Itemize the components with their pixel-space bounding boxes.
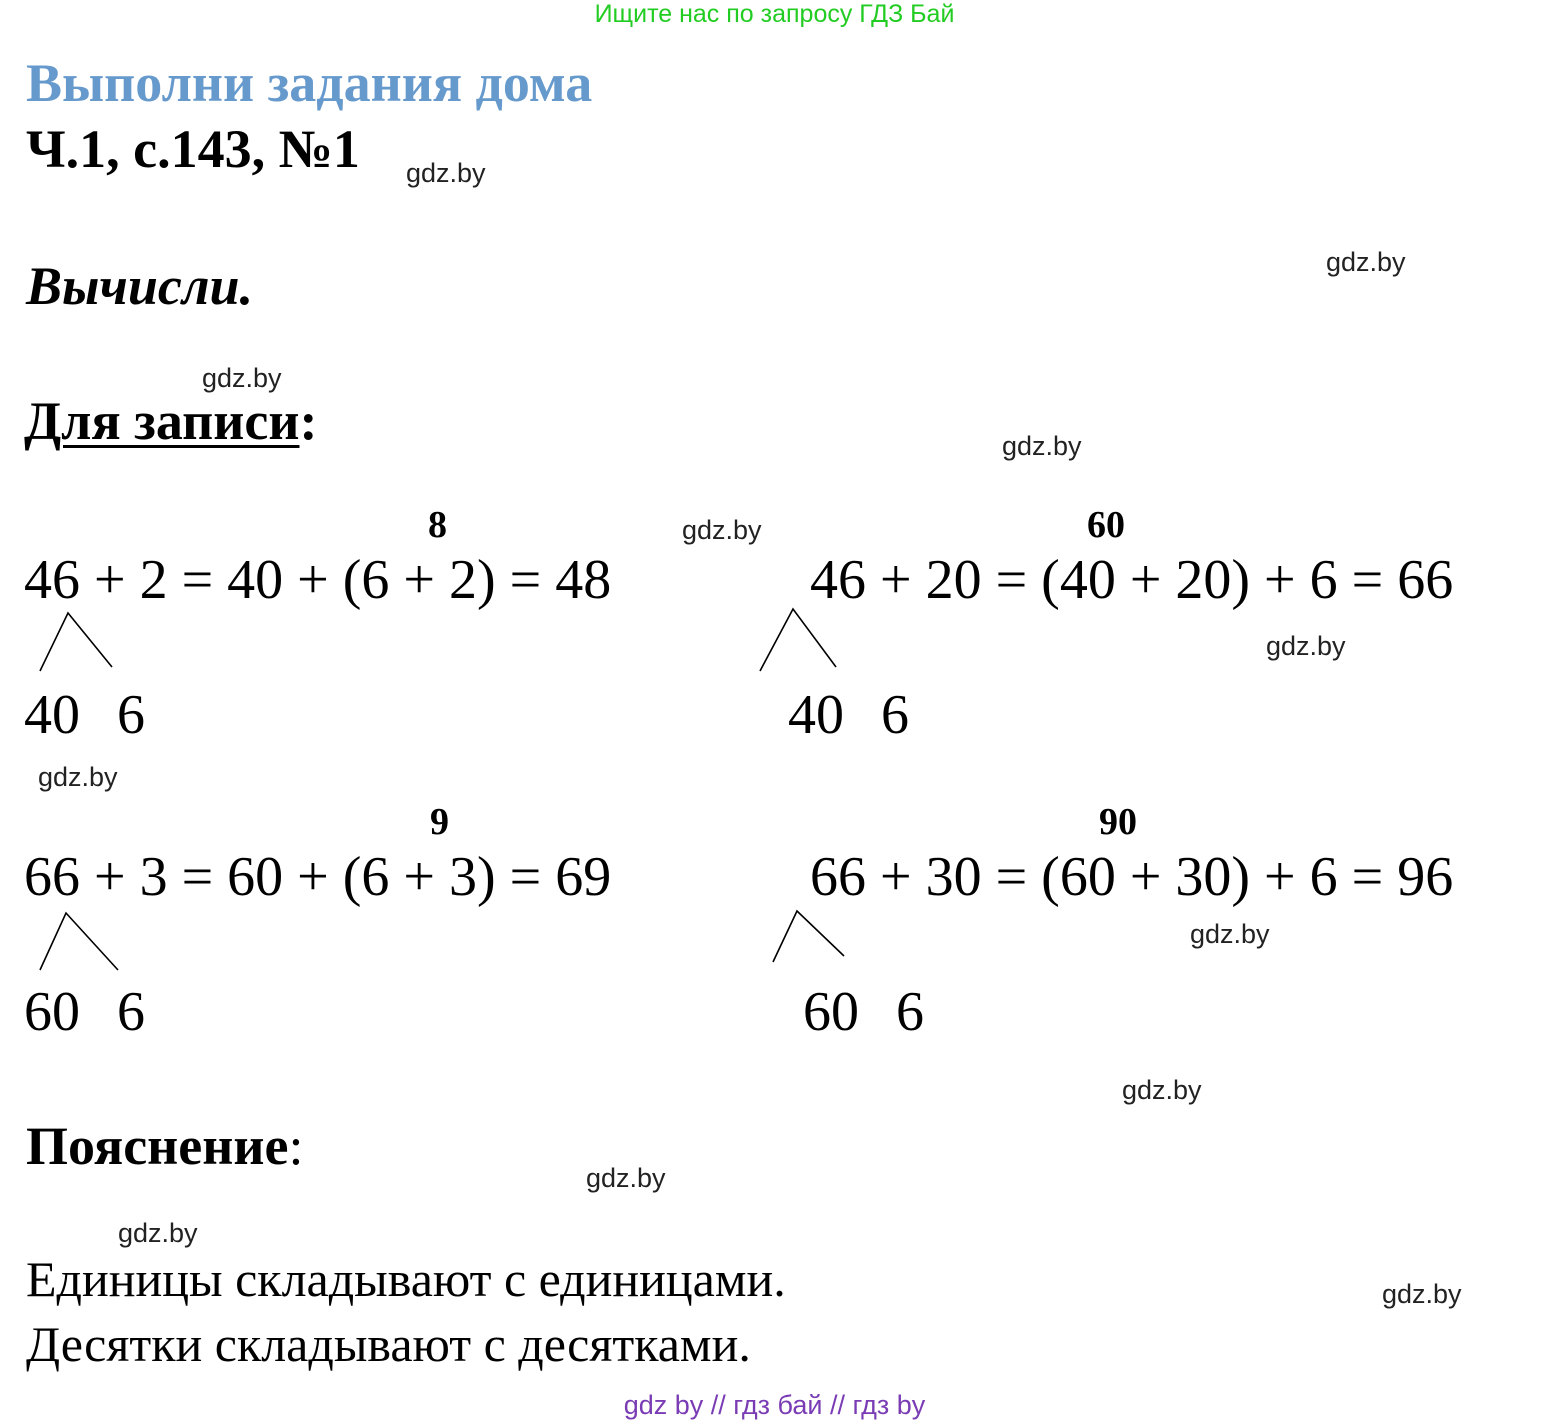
example-3-expression: 66 + 3 = 60 + (6 + 3) = 69 (24, 846, 612, 908)
example-2-expression: 46 + 20 = (40 + 20) + 6 = 66 (810, 549, 1454, 611)
watermark: gdz.by (682, 515, 762, 545)
example-3-branch (40, 913, 118, 970)
example-2-part-ones: 6 (881, 684, 909, 746)
watermark: gdz.by (406, 158, 486, 188)
example-1-part-tens: 40 (24, 684, 80, 746)
watermark: gdz.by (586, 1163, 666, 1193)
example-2-sum: 60 (1087, 504, 1125, 546)
record-label-colon: : (299, 391, 318, 451)
watermark: gdz.by (1266, 631, 1346, 661)
watermark: gdz.by (1002, 431, 1082, 461)
example-3-part-tens: 60 (24, 981, 80, 1043)
explanation-label-text: Пояснение (26, 1116, 289, 1176)
example-4-part-tens: 60 (803, 981, 859, 1043)
example-1-part-ones: 6 (117, 684, 145, 746)
example-3-sum: 9 (430, 801, 449, 843)
watermark: gdz.by (38, 762, 118, 792)
search-banner: Ищите нас по запросу ГДЗ Бай (594, 0, 955, 28)
record-label-text: Для записи (24, 391, 300, 451)
example-3-part-ones: 6 (117, 981, 145, 1043)
rule-tens: Десятки складывают с десятками. (26, 1316, 751, 1372)
example-4-sum: 90 (1099, 801, 1137, 843)
watermark: gdz.by (1382, 1279, 1462, 1309)
example-1-sum: 8 (428, 504, 447, 546)
watermark: gdz.by (1326, 247, 1406, 277)
example-4-expression: 66 + 30 = (60 + 30) + 6 = 96 (810, 846, 1454, 908)
watermark: gdz.by (202, 363, 282, 393)
task-prompt: Вычисли. (26, 256, 254, 316)
explanation-label-colon: : (288, 1116, 304, 1176)
example-2-branch (760, 609, 836, 671)
example-4-part-ones: 6 (896, 981, 924, 1043)
watermark: gdz.by (1190, 919, 1270, 949)
example-1-branch (40, 613, 112, 671)
watermark: gdz.by (1122, 1075, 1202, 1105)
footer-watermark: gdz by // гдз бай // гдз by (623, 1390, 926, 1420)
explanation-label (26, 1115, 303, 1177)
watermark: gdz.by (118, 1218, 198, 1248)
rule-ones: Единицы складывают с единицами. (26, 1251, 786, 1307)
example-1-expression: 46 + 2 = 40 + (6 + 2) = 48 (24, 549, 612, 611)
example-2-part-tens: 40 (788, 684, 844, 746)
section-heading: Выполни задания дома (26, 53, 593, 113)
example-4-branch (773, 911, 844, 962)
task-reference: Ч.1, с.143, №1 (26, 119, 360, 179)
